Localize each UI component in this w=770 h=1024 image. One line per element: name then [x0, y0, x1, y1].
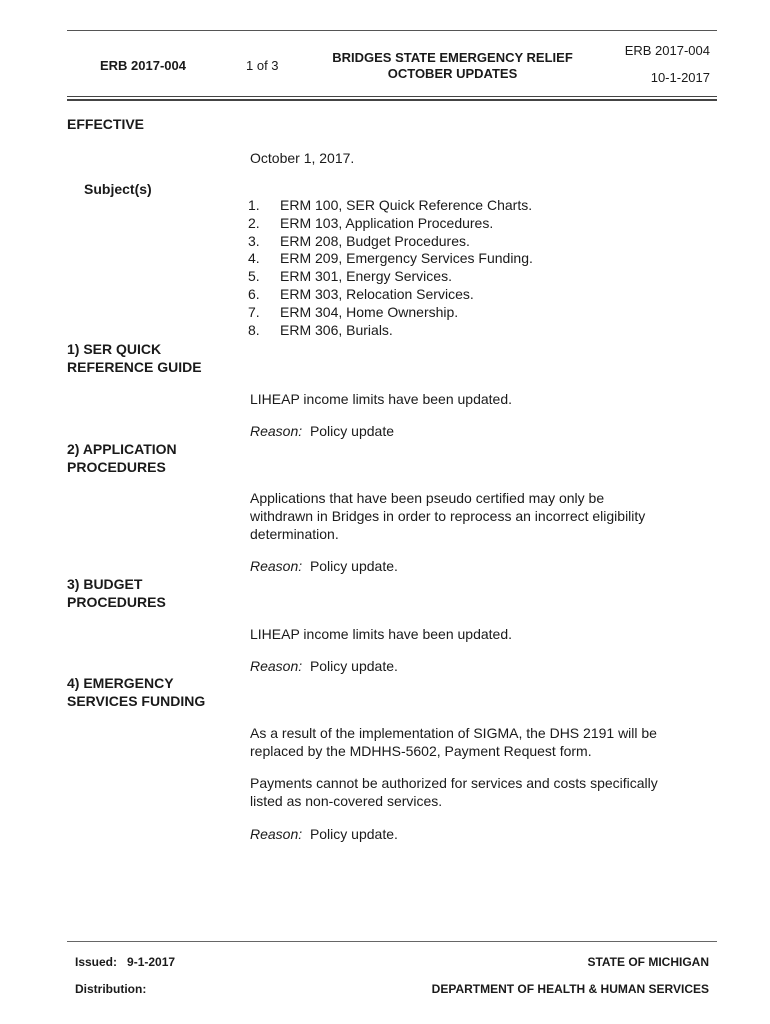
footer-state: STATE OF MICHIGAN: [587, 955, 709, 969]
header-page-indicator: 1 of 3: [246, 58, 279, 73]
section-3-text: LIHEAP income limits have been updated.: [250, 626, 513, 642]
footer-department: DEPARTMENT OF HEALTH & HUMAN SERVICES: [431, 982, 709, 996]
section-3-label: 3) BUDGET PROCEDURES: [67, 576, 166, 610]
section-3-reason: Reason: Policy update.: [250, 658, 398, 674]
section-2-label: 2) APPLICATION PROCEDURES: [67, 441, 177, 475]
section-1-reason: Reason: Policy update: [250, 423, 394, 439]
list-item: 3. ERM 208, Budget Procedures.: [248, 232, 470, 249]
footer-issued: Issued: 9-1-2017: [75, 955, 176, 969]
header-doc-number-right: ERB 2017-004: [624, 43, 710, 58]
list-item: 2. ERM 103, Application Procedures.: [248, 214, 494, 231]
effective-date: October 1, 2017.: [250, 150, 355, 166]
header-date: 10-1-2017: [650, 70, 710, 85]
section-2-reason: Reason: Policy update.: [250, 558, 398, 574]
list-item: 5. ERM 301, Energy Services.: [248, 268, 452, 285]
section-2-text: Applications that have been pseudo certified may only be withdrawn in Bridges in order to reprocess an incorrect eligibility determination.: [250, 490, 646, 542]
header-top-rule: [67, 30, 717, 31]
section-4-label: 4) EMERGENCY SERVICES FUNDING: [67, 675, 206, 709]
section-4-reason: Reason: Policy update.: [250, 826, 398, 842]
effective-label: EFFECTIVE: [67, 116, 145, 132]
header-rule-thick: [67, 99, 717, 101]
subjects-label: Subject(s): [84, 181, 152, 197]
list-item: 6. ERM 303, Relocation Services.: [248, 285, 474, 302]
header-doc-number: ERB 2017-004: [100, 58, 186, 73]
list-item: 1. ERM 100, SER Quick Reference Charts.: [248, 197, 533, 213]
header-rule-thin: [67, 96, 717, 97]
header-title-line2: OCTOBER UPDATES: [387, 66, 518, 81]
footer-rule: [67, 941, 717, 942]
list-item: 8. ERM 306, Burials.: [248, 321, 393, 338]
section-4-paragraph-1: As a result of the implementation of SIGMA, the DHS 2191 will be replaced by the MDHHS-5602, Payment Request form.: [250, 725, 657, 759]
footer-distribution: Distribution:: [75, 982, 147, 996]
list-item: 7. ERM 304, Home Ownership.: [248, 303, 459, 320]
section-1-text: LIHEAP income limits have been updated.: [250, 391, 513, 407]
header-title-line1: BRIDGES STATE EMERGENCY RELIEF: [332, 50, 573, 65]
section-4-paragraph-2: Payments cannot be authorized for services and costs specifically listed as non-covered services.: [250, 775, 658, 809]
list-item: 4. ERM 209, Emergency Services Funding.: [248, 250, 533, 267]
subjects-list: [248, 197, 533, 339]
header-title: [300, 50, 605, 82]
section-1-label: 1) SER QUICK REFERENCE GUIDE: [67, 341, 202, 375]
